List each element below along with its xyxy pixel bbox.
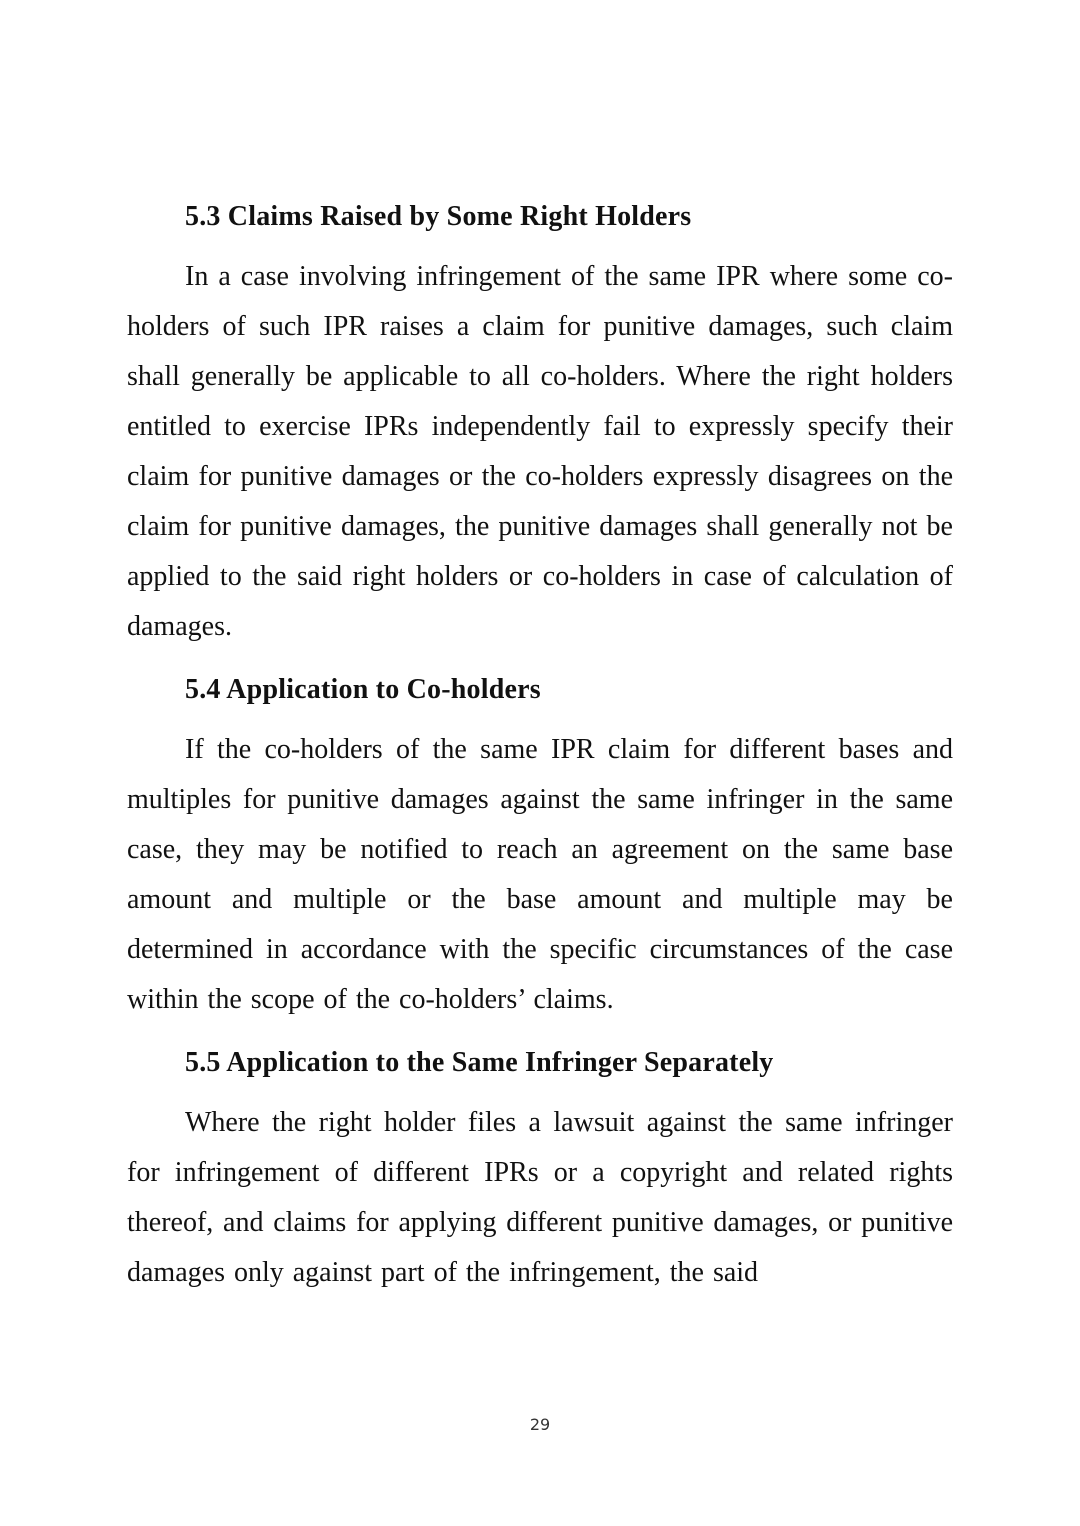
section-paragraph: Where the right holder files a lawsuit against the same infringer for infringement of different IPRs or a copyright and related rights thereof, and claims for applying different punitive damages, or punitive damages only against part of the infringement, the said bbox=[127, 1107, 953, 1288]
section-heading: 5.3 Claims Raised by Some Right Holders bbox=[185, 201, 692, 232]
section-heading: 5.5 Application to the Same Infringer Separately bbox=[185, 1047, 774, 1078]
section-5-4 bbox=[127, 665, 953, 1025]
section-5-3 bbox=[127, 192, 953, 652]
section-paragraph: In a case involving infringement of the same IPR where some co-holders of such IPR raises a claim for punitive damages, such claim shall generally be applicable to all co-holders. Where the right holders entitled to exercise IPRs independently fail to expressly specify their claim for punitive damages or the co-holders expressly disagrees on the claim for punitive damages, the punitive damages shall generally not be applied to the said right holders or co-holders in case of calculation of damages. bbox=[127, 261, 953, 642]
page-number: 29 bbox=[529, 1415, 551, 1434]
section-heading: 5.4 Application to Co-holders bbox=[185, 674, 541, 705]
section-paragraph: If the co-holders of the same IPR claim for different bases and multiples for punitive damages against the same infringer in the same case, they may be notified to reach an agreement on the same base amount and multiple or the base amount and multiple may be determined in accordance with the specific circumstances of the case within the scope of the co-holders’ claims. bbox=[127, 734, 953, 1015]
section-5-5 bbox=[127, 1038, 953, 1298]
document-content bbox=[127, 192, 953, 1298]
